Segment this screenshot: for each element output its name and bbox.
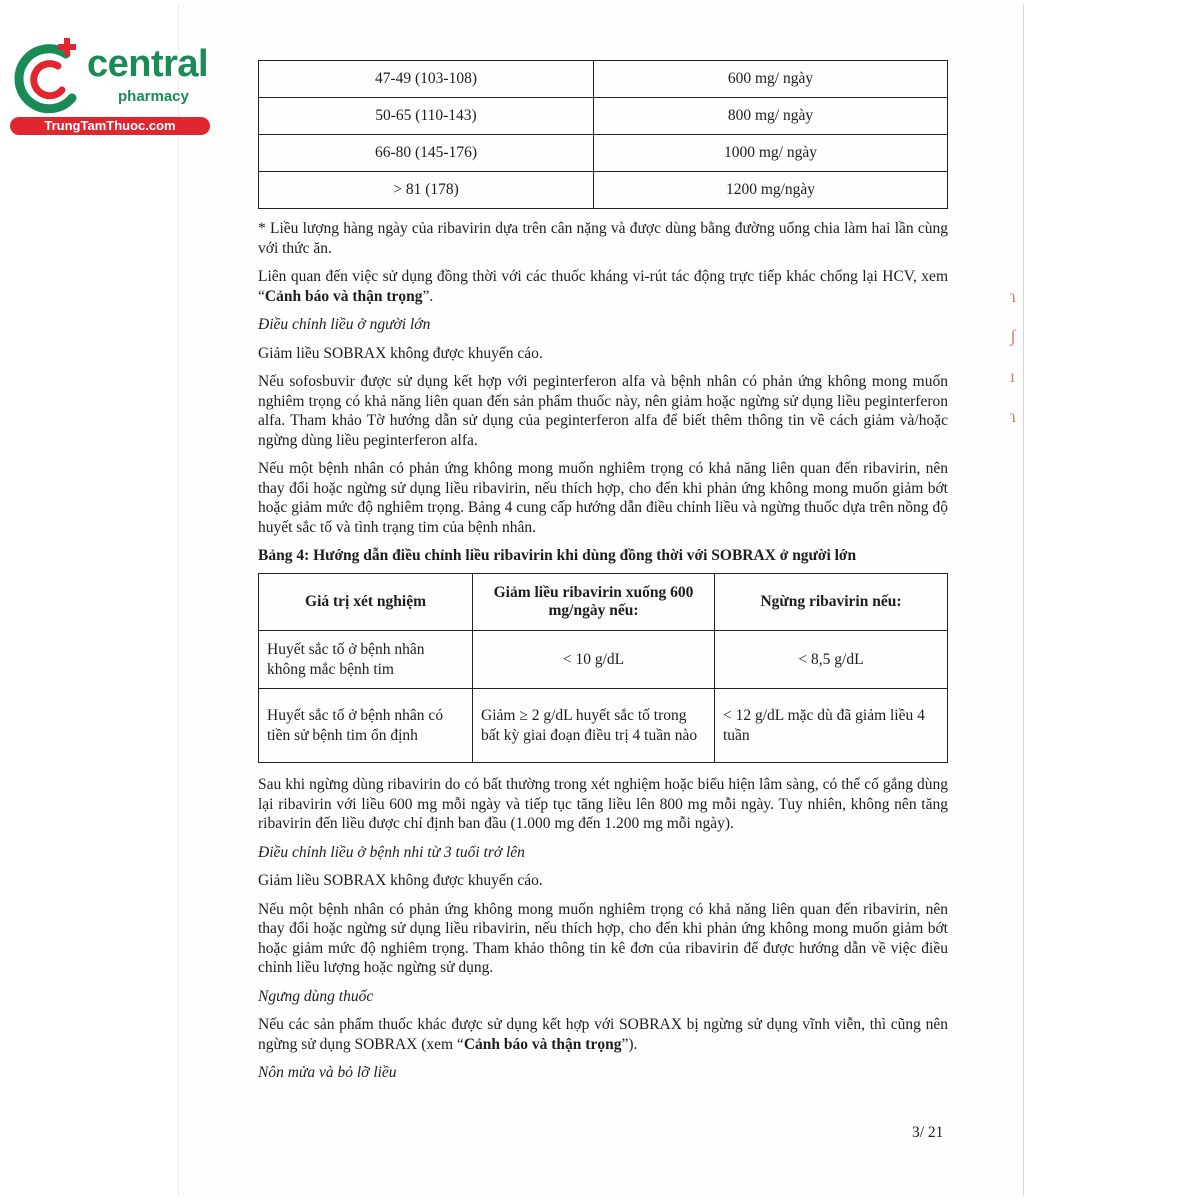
section-heading-adult: Điều chỉnh liều ở người lớn: [258, 316, 431, 333]
warning-reference: Cảnh báo và thận trọng: [264, 287, 423, 305]
ribavirin-paragraph: Nếu một bệnh nhân có phản ứng không mong muốn nghiêm trọng có khả năng liên quan đến ribavirin, nên thay đổi hoặc ngừng sử dụng liều ribavirin, nếu thích hợp, cho đến khi phản ứng không mong muốn giảm bớt hoặc giảm mức độ nghiêm trọng. Bảng 4 cung cấp hướng dẫn điều chỉnh liều và ngừng thuốc dựa trên nồng độ huyết sắc tố và tình trạng tim của bệnh nhân.: [258, 460, 948, 536]
discontinuation-paragraph: [258, 1015, 948, 1054]
dose-cell: 600 mg/ ngày: [594, 61, 948, 98]
logo-url-badge[interactable]: TrungTamThuoc.com: [10, 117, 210, 135]
table-cell: < 12 g/dL mặc dù đã giảm liều 4 tuần: [715, 689, 948, 763]
table-cell: < 10 g/dL: [473, 631, 715, 689]
column-header: Giảm liều ribavirin xuống 600 mg/ngày nếu:: [473, 574, 715, 631]
stamp-mark: ɿ: [1010, 406, 1016, 426]
interaction-paragraph: [258, 267, 948, 306]
table-row: [259, 689, 948, 763]
column-header: Giá trị xét nghiệm: [259, 574, 473, 631]
table-cell: < 8,5 g/dL: [715, 631, 948, 689]
pediatric-no-reduction: Giảm liều SOBRAX không được khuyến cáo.: [258, 872, 543, 889]
section-heading-pediatric: Điều chỉnh liều ở bệnh nhi từ 3 tuổi trở lên: [258, 843, 525, 861]
table-row: [259, 61, 948, 98]
stamp-mark: ɿ: [1010, 286, 1016, 306]
column-header: Ngừng ribavirin nếu:: [715, 574, 948, 631]
table-cell: Huyết sắc tố ở bệnh nhân có tiền sử bệnh tim ổn định: [259, 689, 473, 763]
logo-name: central: [87, 43, 209, 85]
table-row: [259, 135, 948, 172]
weight-cell: 50-65 (110-143): [259, 98, 594, 135]
table-row: [259, 631, 948, 689]
weight-cell: > 81 (178): [259, 172, 594, 209]
logo-subtitle: pharmacy: [118, 88, 189, 105]
paragraph-text: ”).: [621, 1035, 638, 1053]
dose-cell: 800 mg/ ngày: [594, 98, 948, 135]
weight-cell: 66-80 (145-176): [259, 135, 594, 172]
adult-no-reduction: Giảm liều SOBRAX không được khuyến cáo.: [258, 344, 543, 362]
document-content: [258, 60, 948, 1083]
section-heading-vomiting: Nôn mửa và bỏ lỡ liều: [258, 1064, 397, 1081]
paragraph-text: Liên quan đến việc sử dụng đồng thời với các thuốc kháng vi-rút tác động trực tiếp khác chống lại HCV, xem “: [258, 268, 948, 305]
section-heading-discontinuation: Ngưng dùng thuốc: [258, 987, 374, 1005]
table-header-row: [259, 574, 948, 631]
pediatric-ribavirin-paragraph: Nếu một bệnh nhân có phản ứng không mong muốn nghiêm trọng có khả năng liên quan đến ribavirin, nên thay đổi hoặc ngừng sử dụng liều ribavirin, nếu thích hợp, cho đến khi phản ứng không mong muốn giảm bớt hoặc giảm mức độ nghiêm trọng. Tham khảo thông tin kê đơn của ribavirin để được hướng dẫn về việc điều chỉnh liều lượng hoặc ngừng sử dụng.: [258, 900, 948, 976]
table-cell: Giảm ≥ 2 g/dL huyết sắc tố trong bất kỳ giai đoạn điều trị 4 tuần nào: [473, 689, 715, 763]
dose-cell: 1200 mg/ngày: [594, 172, 948, 209]
paragraph-text: Nếu các sản phẩm thuốc khác được sử dụng kết hợp với SOBRAX bị ngừng sử dụng vĩnh viễn, thì cũng nên ngừng sử dụng SOBRAX (xem “: [258, 1016, 948, 1053]
ribavirin-dose-table: [258, 60, 948, 209]
dose-footnote: * Liều lượng hàng ngày của ribavirin dựa trên cân nặng và được dùng bằng đường uống chia làm hai lần cùng với thức ăn.: [258, 220, 948, 257]
peginterferon-paragraph: Nếu sofosbuvir được sử dụng kết hợp với peginterferon alfa và bệnh nhân có phản ứng không mong muốn nghiêm trọng có khả năng liên quan đến sản phẩm thuốc này, nên giảm hoặc ngừng sử dụng liều peginterferon alfa. Tham khảo Tờ hướng dẫn sử dụng của peginterferon alfa để biết thêm thông tin về cách giảm và/hoặc ngừng dùng liều peginterferon alfa.: [258, 373, 948, 449]
warning-reference: Cảnh báo và thận trọng: [463, 1035, 622, 1053]
table-4-caption: Bảng 4: Hướng dẫn điều chỉnh liều ribavirin khi dùng đồng thời với SOBRAX ở người lớn: [258, 547, 857, 564]
stamp-mark: ʃ: [1010, 326, 1016, 346]
table-row: [259, 98, 948, 135]
stamp-mark: ı: [1010, 366, 1016, 386]
paragraph-text: ”.: [422, 287, 434, 305]
weight-cell: 47-49 (103-108): [259, 61, 594, 98]
pharmacy-cross-icon: [8, 36, 88, 116]
table-row: [259, 172, 948, 209]
rechallenge-paragraph: Sau khi ngừng dùng ribavirin do có bất thường trong xét nghiệm hoặc biểu hiện lâm sàng, có thể cố gắng dùng lại ribavirin với liều 600 mg mỗi ngày và tiếp tục tăng liều lên 800 mg mỗi ngày. Tuy nhiên, không nên tăng ribavirin đến liều được chỉ định ban đầu (1.000 mg đến 1.200 mg mỗi ngày).: [258, 776, 948, 832]
table-cell: Huyết sắc tố ở bệnh nhân không mắc bệnh tim: [259, 631, 473, 689]
dose-cell: 1000 mg/ ngày: [594, 135, 948, 172]
dose-adjustment-table: [258, 573, 948, 763]
page-number: 3/ 21: [912, 1124, 944, 1141]
